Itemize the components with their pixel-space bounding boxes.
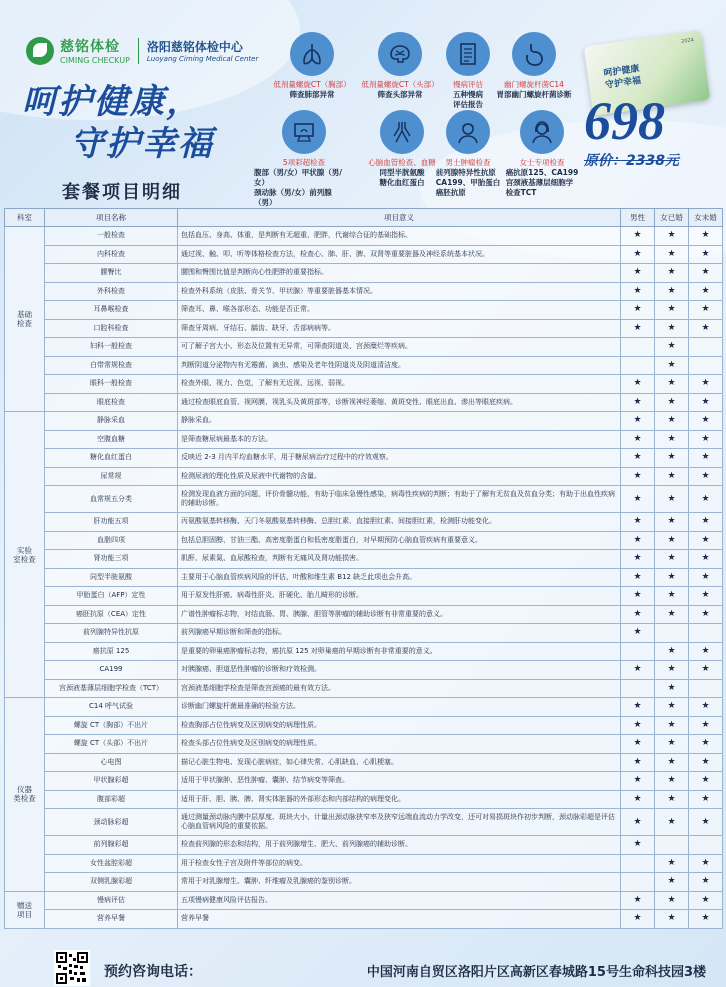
item-meaning-cell: 筛查耳、鼻、喉各部形态、功能是否正常。 [178,301,621,320]
table-row [5,430,723,449]
item-name-cell: 双侧乳腺彩超 [45,873,178,892]
table-row [5,679,723,698]
star-mark: ★ [621,716,655,735]
feature-female-special [494,110,590,199]
star-mark: ★ [689,430,723,449]
item-name-cell: 耳鼻喉检查 [45,301,178,320]
empty-mark-cell [621,642,655,661]
table-row [5,642,723,661]
star-mark: ★ [689,245,723,264]
star-mark: ★ [689,568,723,587]
item-name-cell: 尿常规 [45,467,178,486]
star-mark: ★ [655,661,689,680]
empty-mark-cell [621,356,655,375]
item-meaning-cell: 是重要的卵巢癌肿瘤标志物，癌抗原 125 对卵巢癌的早期诊断有非常重要的意义。 [178,642,621,661]
center-name-cn: 洛阳慈铭体检中心 [146,40,243,54]
star-mark: ★ [655,319,689,338]
vessels-icon [380,110,424,154]
item-meaning-cell: 通过测量颈动脉内膜中层厚度、斑块大小、计量出颈动脉狭窄率及狭窄远端血流动力学改变，还可对易损斑块作初步判断，颈动脉彩超是评估心脑血管病风险的重要依据。 [178,809,621,836]
star-mark: ★ [621,412,655,431]
feature-title: 男士肿瘤检查 [445,158,491,167]
star-mark: ★ [689,227,723,246]
item-meaning-cell: 筛查牙周病、牙结石、龋齿、缺牙、舌部病病等。 [178,319,621,338]
star-mark: ★ [689,467,723,486]
feature-desc: 同型半胱氨酸 糖化血红蛋白 [379,168,425,187]
feature-title: 幽门螺旋杆菌C14 [504,80,564,89]
star-mark: ★ [655,910,689,929]
center-name-en: Luoyang Ciming Medical Center [146,55,259,63]
department-cell: 赠送 项目 [5,891,45,928]
item-name-cell: 慢病评估 [45,891,178,910]
star-mark: ★ [655,393,689,412]
star-mark: ★ [655,282,689,301]
item-meaning-cell: 检查外眼、视力、色觉，了解有无近视、远视、弱视。 [178,375,621,394]
table-row [5,282,723,301]
slogan-line-2: 守护幸福 [70,124,214,164]
item-meaning-cell: 诊断幽门螺旋杆菌最准确的检验方法。 [178,698,621,717]
star-mark: ★ [621,910,655,929]
logo-name-en: CIMING CHECKUP [60,56,130,65]
table-row [5,467,723,486]
star-mark: ★ [621,661,655,680]
empty-mark-cell [689,338,723,357]
star-mark: ★ [655,375,689,394]
star-mark: ★ [621,449,655,468]
star-mark: ★ [689,375,723,394]
table-row [5,301,723,320]
header-female-unmarried: 女未婚 [689,209,723,227]
star-mark: ★ [689,772,723,791]
star-mark: ★ [621,624,655,643]
star-mark: ★ [655,568,689,587]
star-mark: ★ [655,790,689,809]
star-mark: ★ [689,449,723,468]
star-mark: ★ [655,467,689,486]
header-female-married: 女已婚 [655,209,689,227]
department-cell: 实验 室检查 [5,412,45,698]
item-name-cell: 静脉采血 [45,412,178,431]
table-row [5,568,723,587]
item-meaning-cell: 检查外科系统（皮肤、骨关节、甲状腺）等重要脏器基本情况。 [178,282,621,301]
star-mark: ★ [655,716,689,735]
star-mark: ★ [689,282,723,301]
table-row [5,338,723,357]
feature-title: 低剂量螺旋CT（头部） [361,80,439,89]
star-mark: ★ [655,809,689,836]
table-row [5,873,723,892]
star-mark: ★ [655,873,689,892]
star-mark: ★ [655,356,689,375]
table-row [5,698,723,717]
star-mark: ★ [621,486,655,513]
star-mark: ★ [621,264,655,283]
item-name-cell: 肝功能五项 [45,513,178,532]
item-meaning-cell: 反映近 2-3 月内平均血糖水平，用于糖尿病治疗过程中的疗效观察。 [178,449,621,468]
item-meaning-cell: 五项慢病健康风险评估报告。 [178,891,621,910]
star-mark: ★ [655,301,689,320]
star-mark: ★ [689,531,723,550]
empty-mark-cell [621,338,655,357]
item-meaning-cell: 常用于对乳腺增生、囊肿、纤维瘤及乳腺癌的鉴别诊断。 [178,873,621,892]
item-name-cell: 螺旋 CT（头部）不出片 [45,735,178,754]
item-meaning-cell: 肌酐、尿素氮、血尿酸检查，判断有无痛风及肾功能损害。 [178,550,621,569]
item-meaning-cell: 可了解子宫大小、形态及位置有无异常，可筛查阴道炎、宫颈糜烂等疾病。 [178,338,621,357]
table-row [5,735,723,754]
table-row [5,264,723,283]
table-row [5,661,723,680]
star-mark: ★ [621,393,655,412]
table-body [5,227,723,929]
logo [26,36,258,65]
qr-code-icon [54,950,90,986]
item-meaning-cell: 检查头部占位性病变及区别病变的病理性质。 [178,735,621,754]
item-meaning-cell: 适用于甲状腺肿、恶性肿瘤、囊肿、结节病变等筛查。 [178,772,621,791]
feature-title: 心脑血管检查、血糖 [368,158,436,167]
female-icon [520,110,564,154]
star-mark: ★ [621,513,655,532]
star-mark: ★ [655,338,689,357]
item-name-cell: 血脂四项 [45,531,178,550]
ultrasound-icon [282,110,326,154]
item-name-cell: 癌抗原 125 [45,642,178,661]
item-meaning-cell: 广谱性肿瘤标志物，对结直肠、胃、胰腺、胆管等肿瘤的辅助诊断有非常重要的意义。 [178,605,621,624]
header [0,0,726,210]
item-name-cell: 空腹血糖 [45,430,178,449]
item-meaning-cell: 检查前列腺的形态和结构，用于前列腺增生、肥大、前列腺癌的辅助诊断。 [178,836,621,855]
star-mark: ★ [689,550,723,569]
feature-title: 女士专项检查 [519,158,565,167]
star-mark: ★ [621,753,655,772]
item-name-cell: 一般检查 [45,227,178,246]
logo-leaf-icon [26,37,54,65]
feature-title: 慢病评估 [453,80,483,89]
item-name-cell: 肾功能三项 [45,550,178,569]
table-row [5,772,723,791]
table-row [5,356,723,375]
star-mark: ★ [689,642,723,661]
item-meaning-cell: 适用于肝、胆、胰、脾、肾实体脏器的外部形态和内部结构的病理变化。 [178,790,621,809]
empty-mark-cell [689,836,723,855]
table-row [5,227,723,246]
stomach-icon [512,32,556,76]
male-icon [446,110,490,154]
star-mark: ★ [655,531,689,550]
item-name-cell: 眼底检查 [45,393,178,412]
table-row [5,393,723,412]
item-meaning-cell: 营养早餐 [178,910,621,929]
table-row [5,587,723,606]
header-department: 科室 [5,209,45,227]
header-male: 男性 [621,209,655,227]
item-name-cell: 腹部彩超 [45,790,178,809]
star-mark: ★ [621,568,655,587]
item-meaning-cell: 静脉采血。 [178,412,621,431]
logo-name-cn: 慈铭体检 [60,39,120,55]
empty-mark-cell [621,854,655,873]
item-meaning-cell: 通过检查眼底血管、视网膜、视乳头及黄斑部等，诊断视神经萎缩、黄斑变性、眼底出血、渗出等眼底疾病。 [178,393,621,412]
star-mark: ★ [689,513,723,532]
star-mark: ★ [689,891,723,910]
department-cell: 仪器 类检查 [5,698,45,892]
star-mark: ★ [689,790,723,809]
star-mark: ★ [655,642,689,661]
slogan-line-1: 呵护健康， [22,82,202,122]
star-mark: ★ [621,375,655,394]
item-meaning-cell: 用于检查女性子宫及附件等部位的病变。 [178,854,621,873]
empty-mark-cell [621,679,655,698]
table-header-row [5,209,723,227]
address: 中国河南自贸区洛阳片区高新区春城路15号生命科技园3楼 [366,965,706,980]
item-name-cell: 颈动脉彩超 [45,809,178,836]
item-name-cell: 心电图 [45,753,178,772]
section-title: 套餐项目明细 [62,182,182,203]
star-mark: ★ [621,467,655,486]
package-table [4,208,723,929]
table-row [5,375,723,394]
feature-desc: 筛查肺部异常 [289,90,335,99]
item-name-cell: 甲胎蛋白（AFP）定性 [45,587,178,606]
table-row [5,836,723,855]
star-mark: ★ [689,301,723,320]
empty-mark-cell [689,356,723,375]
star-mark: ★ [621,605,655,624]
original-price: 原价：2338元 [584,153,679,169]
item-meaning-cell: 腰围和臀围比值是判断向心性肥胖的重要指标。 [178,264,621,283]
item-name-cell: 宫颈液基薄层细胞学检查（TCT） [45,679,178,698]
item-meaning-cell: 检测尿液的理化性质及尿液中代谢物的含量。 [178,467,621,486]
item-name-cell: 内科检查 [45,245,178,264]
table-row [5,624,723,643]
item-meaning-cell: 包括血压、身高、体重，是判断有无超重、肥胖，代谢综合征的基础指标。 [178,227,621,246]
item-meaning-cell: 丙氨酸氨基转移酶、天门冬氨酸氨基转移酶、总胆红素、直接胆红素、间接胆红素，检测肝功能变化。 [178,513,621,532]
empty-mark-cell [621,873,655,892]
table-row [5,854,723,873]
feature-chest-ct [264,32,360,100]
lungs-icon [290,32,334,76]
item-meaning-cell: 宫颈液基细胞学检查是筛查宫颈癌的最有效方法。 [178,679,621,698]
table-row [5,319,723,338]
star-mark: ★ [621,430,655,449]
feature-desc: 胃部幽门螺旋杆菌诊断 [496,90,572,99]
star-mark: ★ [655,891,689,910]
star-mark: ★ [655,513,689,532]
star-mark: ★ [689,873,723,892]
star-mark: ★ [689,486,723,513]
feature-c14 [486,32,582,100]
item-name-cell: 前列腺特异性抗原 [45,624,178,643]
item-name-cell: 外科检查 [45,282,178,301]
star-mark: ★ [655,550,689,569]
item-name-cell: 甲状腺彩超 [45,772,178,791]
star-mark: ★ [689,809,723,836]
brain-icon [378,32,422,76]
table-row [5,449,723,468]
star-mark: ★ [621,836,655,855]
star-mark: ★ [655,772,689,791]
consult-phone-label: 预约咨询电话： [104,964,202,980]
star-mark: ★ [689,587,723,606]
star-mark: ★ [689,910,723,929]
table-row [5,531,723,550]
star-mark: ★ [655,430,689,449]
star-mark: ★ [621,809,655,836]
department-cell: 基础 检查 [5,227,45,412]
star-mark: ★ [689,698,723,717]
star-mark: ★ [621,735,655,754]
star-mark: ★ [621,245,655,264]
star-mark: ★ [655,245,689,264]
table-row [5,910,723,929]
item-name-cell: 同型半胱氨酸 [45,568,178,587]
item-name-cell: 血常规五分类 [45,486,178,513]
star-mark: ★ [689,393,723,412]
star-mark: ★ [689,716,723,735]
star-mark: ★ [655,587,689,606]
item-name-cell: 妇科一般检查 [45,338,178,357]
star-mark: ★ [621,319,655,338]
table-row [5,486,723,513]
package-price: 698 [584,91,665,151]
item-name-cell: 女性盆腔彩超 [45,854,178,873]
table-row [5,412,723,431]
item-meaning-cell: 包括总胆固醇、甘油三酯、高密度脂蛋白和低密度脂蛋白，对早期预防心脑血管疾病有重要意义。 [178,531,621,550]
table-row [5,753,723,772]
star-mark: ★ [689,854,723,873]
star-mark: ★ [621,550,655,569]
item-name-cell: 螺旋 CT（胸部）不出片 [45,716,178,735]
feature-desc: 腹部（男/女）甲状腺（男/女） 颈动脉（男/女）前列腺（男） [254,168,342,207]
table-row [5,605,723,624]
star-mark: ★ [655,753,689,772]
card-year: 2024 [680,37,695,45]
item-meaning-cell: 主要用于心脑血管疾病风险的评估，叶酸和维生素 B12 缺乏此项也会升高。 [178,568,621,587]
item-name-cell: 糖化血红蛋白 [45,449,178,468]
item-meaning-cell: 判断阴道分泌物内有无霉菌、滴虫、感染及老年性阴道炎及阴道清洁度。 [178,356,621,375]
feature-desc: 五种慢病 评估报告 [453,90,483,109]
star-mark: ★ [621,790,655,809]
logo-divider [138,38,139,64]
item-meaning-cell: 是筛查糖尿病最基本的方法。 [178,430,621,449]
item-name-cell: 口腔科检查 [45,319,178,338]
empty-mark-cell [689,624,723,643]
star-mark: ★ [621,698,655,717]
star-mark: ★ [689,605,723,624]
footer [0,945,726,987]
feature-desc: 筛查头部异常 [377,90,423,99]
table-row [5,891,723,910]
table-row [5,809,723,836]
table-row [5,245,723,264]
empty-mark-cell [655,624,689,643]
star-mark: ★ [655,412,689,431]
item-name-cell: 白带常规检查 [45,356,178,375]
empty-mark-cell [655,836,689,855]
item-meaning-cell: 检查胸部占位性病变及区别病变的病理性质。 [178,716,621,735]
table-row [5,790,723,809]
item-meaning-cell: 用于原发性肝癌、病毒性肝炎、肝硬化、胎儿畸形的诊断。 [178,587,621,606]
item-meaning-cell: 前列腺癌早期诊断和筛查的指标。 [178,624,621,643]
item-meaning-cell: 检测发现血液方面的问题，评价骨髓功能，有助于临床急慢性感染，病毒性疾病的判断；有助于了解有无贫血及贫血分类；有助于出血性疾病的辅助诊断。 [178,486,621,513]
star-mark: ★ [655,735,689,754]
item-meaning-cell: 对胰腺癌、胆道恶性肿瘤的诊断和疗效检测。 [178,661,621,680]
item-name-cell: 眼科一般检查 [45,375,178,394]
item-name-cell: CA199 [45,661,178,680]
star-mark: ★ [655,698,689,717]
item-name-cell: 癌胚抗原（CEA）定性 [45,605,178,624]
feature-desc: 前列腺特异性抗原 CA199、甲胎蛋白 癌胚抗原 [435,168,501,197]
star-mark: ★ [655,227,689,246]
item-meaning-cell: 通过视、触、叩、听等体格检查方法，检查心、肺、肝、脾、双肾等重要脏器及神经系统基本状况。 [178,245,621,264]
header-item-name: 项目名称 [45,209,178,227]
star-mark: ★ [689,412,723,431]
empty-mark-cell [689,679,723,698]
item-name-cell: C14 呼气试验 [45,698,178,717]
header-item-meaning: 项目意义 [178,209,621,227]
star-mark: ★ [689,753,723,772]
star-mark: ★ [621,531,655,550]
item-name-cell: 腰臀比 [45,264,178,283]
star-mark: ★ [689,319,723,338]
item-name-cell: 前列腺彩超 [45,836,178,855]
star-mark: ★ [689,735,723,754]
item-name-cell: 营养早餐 [45,910,178,929]
feature-title: 5项彩超检查 [282,158,326,167]
star-mark: ★ [655,449,689,468]
star-mark: ★ [621,301,655,320]
document-icon [446,32,490,76]
star-mark: ★ [621,891,655,910]
feature-desc: 癌抗原125、CA199 宫颈液基薄层细胞学 检查TCT [505,168,579,197]
star-mark: ★ [621,282,655,301]
feature-title: 低剂量螺旋CT（胸部） [273,80,351,89]
table-row [5,716,723,735]
star-mark: ★ [689,661,723,680]
star-mark: ★ [655,854,689,873]
star-mark: ★ [689,264,723,283]
table-row [5,513,723,532]
star-mark: ★ [621,772,655,791]
star-mark: ★ [621,227,655,246]
item-meaning-cell: 描记心脏生物电、发现心脏病症，如心律失常、心肌缺血、心肌梗塞。 [178,753,621,772]
star-mark: ★ [655,679,689,698]
star-mark: ★ [655,486,689,513]
card-title: 呵护健康 守护幸福 [603,64,642,91]
table-row [5,550,723,569]
star-mark: ★ [655,264,689,283]
star-mark: ★ [621,587,655,606]
star-mark: ★ [655,605,689,624]
